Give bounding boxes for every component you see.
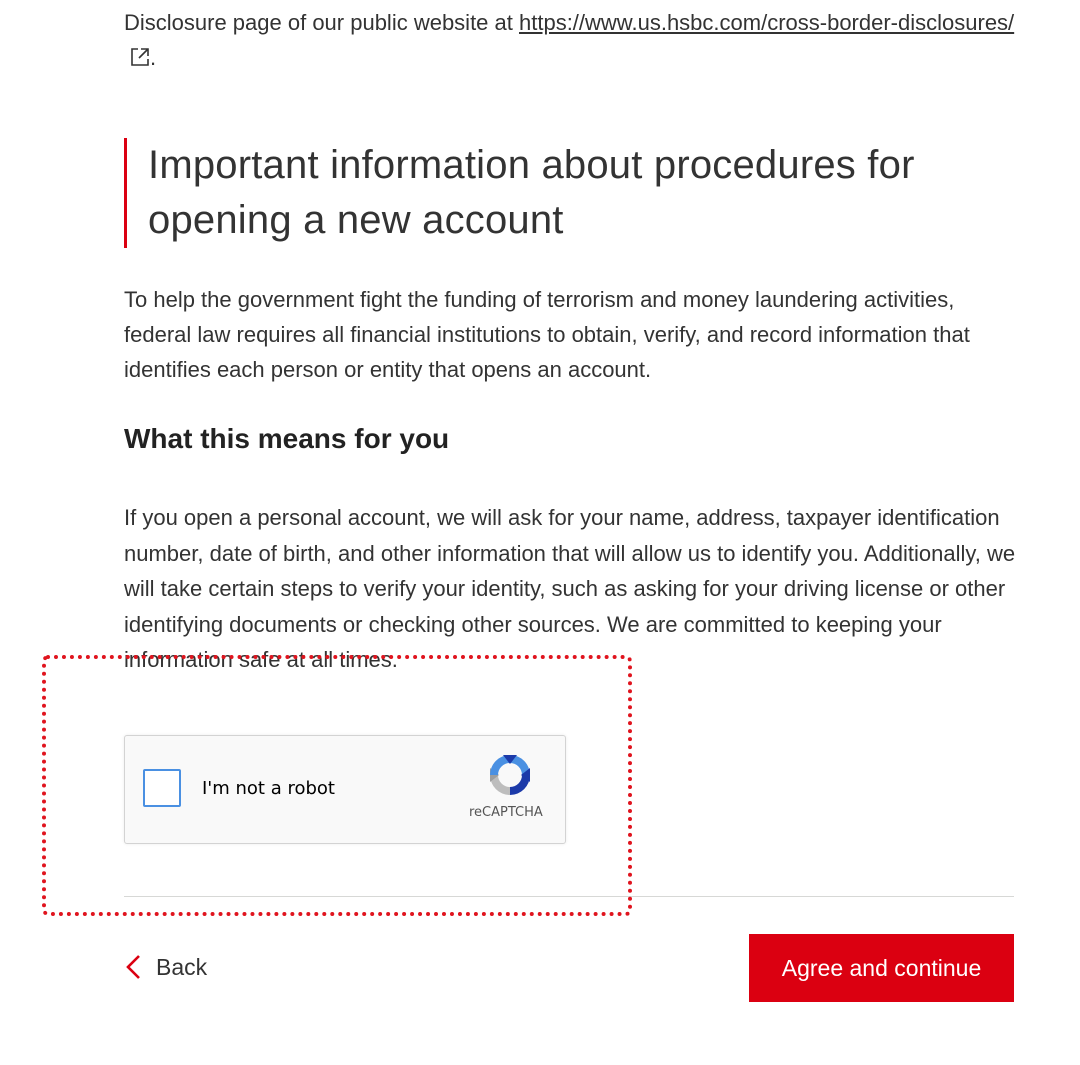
divider (124, 896, 1014, 897)
regulation-paragraph: To help the government fight the funding of terrorism and money laundering activities, federal law requires all financial institutions to obtain, verify, and record information that identifies each person or entity that opens an account. (124, 287, 970, 382)
intro-text: Disclosure page of our public website at (124, 10, 519, 35)
what-this-means-heading: What this means for you (124, 423, 450, 454)
intro-period: . (150, 45, 157, 70)
agree-and-continue-button[interactable]: Agree and continue (749, 934, 1014, 1002)
cross-border-disclosures-link[interactable]: https://www.us.hsbc.com/cross-border-disclosures/ (124, 10, 1014, 70)
recaptcha-logo-icon (485, 750, 535, 800)
external-link-icon (130, 47, 150, 67)
recaptcha-brand: reCAPTCHA (469, 805, 543, 820)
section-heading (124, 138, 1038, 248)
cross-border-disclosure-text (124, 5, 1024, 75)
chevron-left-icon (124, 953, 142, 981)
recaptcha-label[interactable]: I'm not a robot (202, 778, 335, 799)
identity-verification-paragraph: If you open a personal account, we will ask for your name, address, taxpayer identification number, date of birth, and other information that will allow us to identify you. Additionally, we will take certain steps to verify your identity, such as asking for your driving license or other identifying documents or checking other sources. We are committed to keeping your information safe at all times. (124, 505, 1016, 672)
back-label: Back (156, 953, 208, 980)
recaptcha-widget (124, 735, 566, 844)
page-title: Important information about procedures for opening a new account (148, 143, 915, 242)
back-link[interactable] (124, 953, 207, 981)
recaptcha-checkbox[interactable] (143, 769, 181, 807)
